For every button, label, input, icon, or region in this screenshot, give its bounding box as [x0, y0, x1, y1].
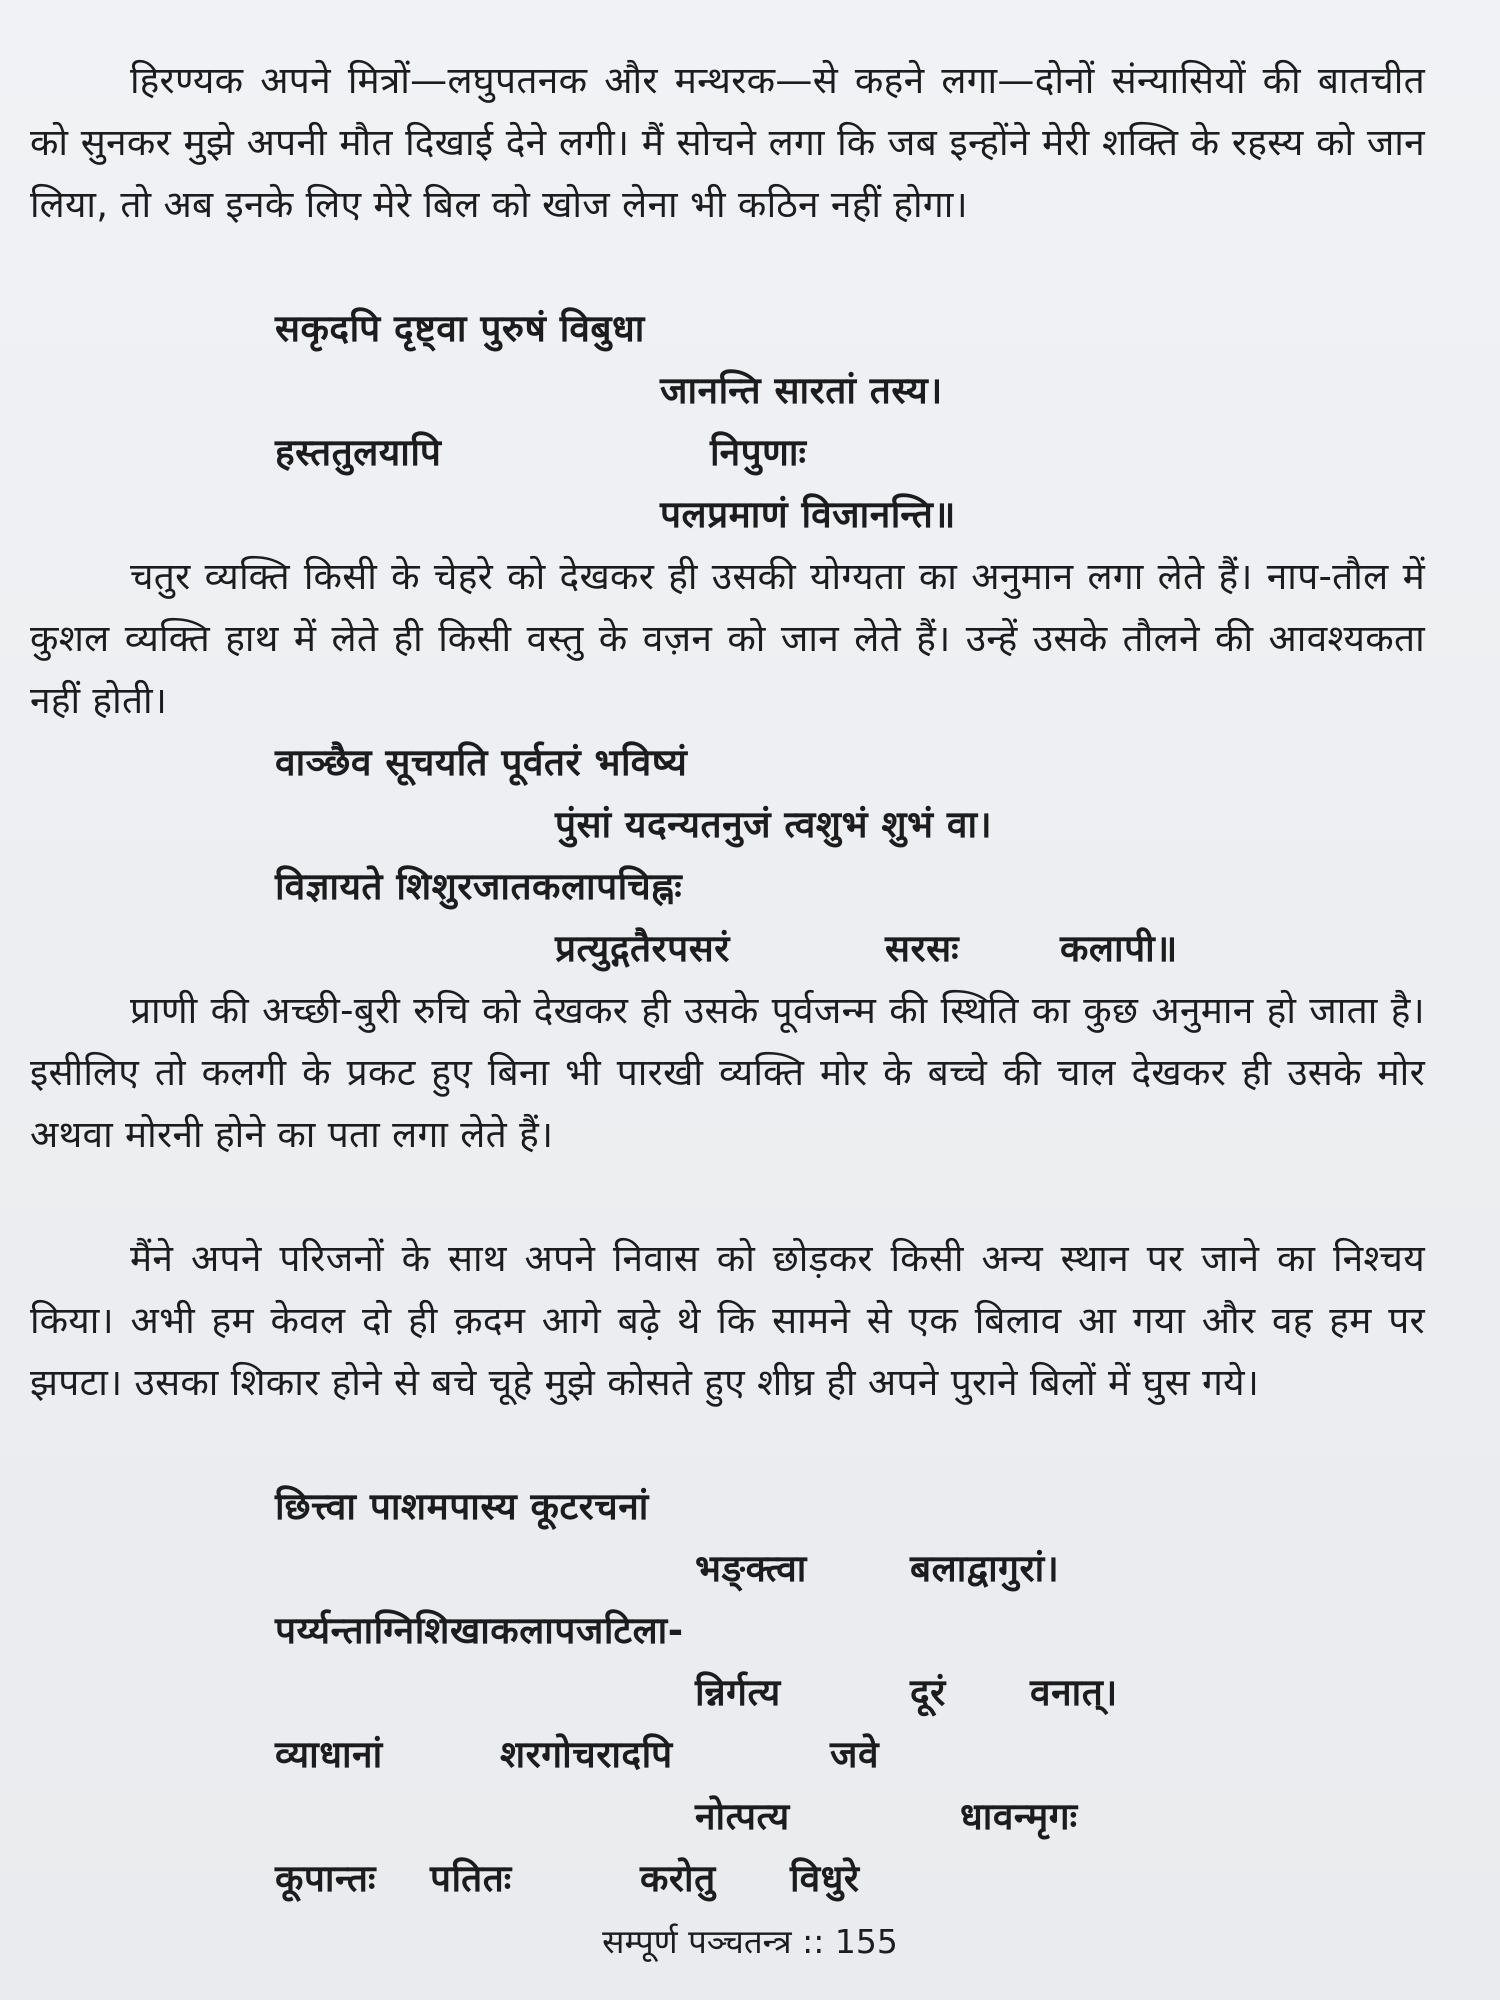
verse-text: धावन्मृगः — [960, 1795, 1078, 1838]
verse-text: पर्य्यन्ताग्निशिखाकलापजटिला- — [275, 1609, 684, 1652]
paragraph-2 — [30, 546, 1425, 732]
verse-text: छित्त्वा पाशमपास्य कूटरचनां — [275, 1485, 649, 1528]
page-number: 155 — [834, 1922, 898, 1961]
book-title: सम्पूर्ण पञ्चतन्त्र — [602, 1922, 792, 1961]
verse-text: पलप्रमाणं विजानन्ति॥ — [660, 493, 956, 536]
verse-text: निपुणाः — [710, 431, 807, 474]
verse-line — [30, 794, 1425, 856]
paragraph-3 — [30, 980, 1425, 1166]
verse-line — [30, 1848, 1425, 1910]
verse-text: वाञ्छैव सूचयति पूर्वतरं भविष्यं — [275, 741, 688, 784]
paragraph-1 — [30, 50, 1425, 236]
verse-line — [30, 422, 1425, 484]
verse-line — [30, 1786, 1425, 1848]
verse-line — [30, 484, 1425, 546]
verse-text: करोतु — [640, 1857, 716, 1900]
verse-text: हस्ततुलयापि — [275, 431, 442, 474]
paragraph-text: प्राणी की अच्छी-बुरी रुचि को देखकर ही उसके पूर्वजन्म की स्थिति का कुछ अनुमान हो जाता है। इसीलिए तो कलगी के प्रकट हुए बिना भी पारखी व्यक्ति मोर के बच्चे की चाल देखकर ही उसके मोर अथवा मोरनी होने का पता लगा लेते हैं। — [30, 989, 1425, 1156]
verse-text: सकृदपि दृष्ट्वा पुरुषं विबुधा — [275, 307, 645, 350]
verse-text: प्रत्युद्गतैरपसरं — [555, 927, 730, 970]
verse-line — [30, 1538, 1425, 1600]
verse-text: वनात्। — [1030, 1671, 1118, 1714]
verse-line — [30, 732, 1425, 794]
verse-text: पुंसां यदन्यतनुजं त्वशुभं शुभं वा। — [555, 803, 993, 846]
verse-line — [30, 298, 1425, 360]
verse-3 — [30, 1476, 1425, 1910]
paragraph-text: मैंने अपने परिजनों के साथ अपने निवास को छोड़कर किसी अन्य स्थान पर जाने का निश्चय किया। अभी हम केवल दो ही क़दम आगे बढ़े थे कि सामने से एक बिलाव आ गया और वह हम पर झपटा। उसका शिकार होने से बचे चूहे मुझे कोसते हुए शीघ्र ही अपने पुराने बिलों में घुस गये। — [30, 1237, 1425, 1404]
verse-text: जानन्ति सारतां तस्य। — [660, 369, 943, 412]
paragraph-4 — [30, 1228, 1425, 1414]
verse-text: विधुरे — [790, 1857, 860, 1900]
verse-text: भङ्क्त्वा — [695, 1547, 807, 1590]
verse-2 — [30, 732, 1425, 980]
verse-text: बलाद्वागुरां। — [910, 1547, 1060, 1590]
page-footer — [0, 1918, 1500, 1963]
verse-line — [30, 1724, 1425, 1786]
verse-line — [30, 918, 1425, 980]
verse-line — [30, 1476, 1425, 1538]
verse-text: न्निर्गत्य — [695, 1671, 781, 1714]
verse-line — [30, 1600, 1425, 1662]
verse-text: पतितः — [430, 1857, 512, 1900]
verse-text: व्याधानां — [275, 1733, 383, 1776]
verse-text: कूपान्तः — [275, 1857, 376, 1900]
verse-text: सरसः — [885, 927, 960, 970]
verse-text: दूरं — [910, 1671, 946, 1714]
verse-text: नोत्पत्य — [695, 1795, 790, 1838]
verse-line — [30, 360, 1425, 422]
paragraph-text: हिरण्यक अपने मित्रों—लघुपतनक और मन्थरक—से कहने लगा—दोनों संन्यासियों की बातचीत को सुनकर मुझे अपनी मौत दिखाई देने लगी। मैं सोचने लगा कि जब इन्होंने मेरी शक्ति के रहस्य को जान लिया, तो अब इनके लिए मेरे बिल को खोज लेना भी कठिन नहीं होगा। — [30, 59, 1425, 226]
verse-line — [30, 856, 1425, 918]
verse-text: कलापी॥ — [1060, 927, 1178, 970]
verse-text: शरगोचरादपि — [500, 1733, 673, 1776]
verse-line — [30, 1662, 1425, 1724]
verse-text: जवे — [830, 1733, 880, 1776]
paragraph-text: चतुर व्यक्ति किसी के चेहरे को देखकर ही उसकी योग्यता का अनुमान लगा लेते हैं। नाप-तौल में कुशल व्यक्ति हाथ में लेते ही किसी वस्तु के वज़न को जान लेते हैं। उन्हें उसके तौलने की आवश्यकता नहीं होती। — [30, 555, 1425, 722]
footer-separator: :: — [802, 1922, 825, 1961]
verse-text: विज्ञायते शिशुरजातकलापचिह्नः — [275, 865, 683, 908]
verse-1 — [30, 298, 1425, 546]
